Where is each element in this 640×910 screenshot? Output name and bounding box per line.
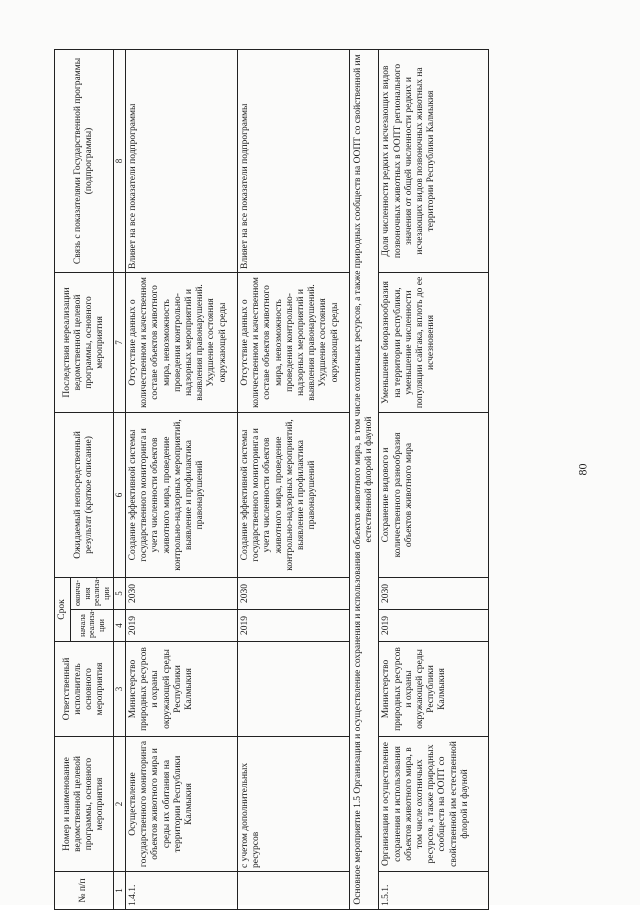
measures-table (54, 49, 489, 910)
header-row (55, 49, 71, 909)
index-cell: 6 (113, 412, 125, 577)
index-cell: 5 (113, 577, 125, 609)
header-num: № п/п (55, 872, 114, 910)
row-consequences: Уменьшение биоразнообразия на территории республики, уменьшение численности популяции сайгака, вплоть до ее исчезновения (379, 272, 489, 412)
row-executor: Министерство природных ресурсов и охраны окружающей среды Республики Калмыкия (125, 642, 237, 737)
header-executor: Ответственный исполнитель основного мероприятия (55, 642, 114, 737)
index-row (113, 49, 125, 909)
row-start: 2019 (379, 610, 489, 642)
row-name: Осуществление государственного мониторинга объектов животного мира и среды их обитания на территории Республики Калмыкия (125, 737, 237, 872)
header-start: начала реализа-ции (71, 610, 114, 642)
row-result: Сохранение видового и количественного разнообразия объектов животного мира (379, 412, 489, 577)
header-end: оконча-ния реализа-ции (71, 577, 114, 609)
row-name: Организация и осуществление сохранения и использования объектов животного мира, в том числе охотничьих ресурсов, а также природных сообществ на ООПТ со свойственной им естественной флорой и фауной (379, 737, 489, 872)
header-consequences: Последствия нереализации ведомственной целевой программы, основного мероприятия (55, 272, 114, 412)
row-consequences: Отсутствие данных о количественном и качественном составе объектов животного мира, невозможность проведения контрольно-надзорных мероприятий и выявления правонарушений. Ухудшение состояния окружающей среды (237, 272, 349, 412)
row-executor: Министерство природных ресурсов и охраны окружающей среды Республики Калмыкия (379, 642, 489, 737)
row-result: Создание эффективной системы государственного мониторинга и учета численности объектов животного мира, проведение контрольно-надзорных мероприятий, выявление и профилактика правонарушений (125, 412, 237, 577)
row-link: Влияет на все показатели подпрограммы (237, 49, 349, 272)
table-row (125, 49, 237, 909)
row-start: 2019 (125, 610, 237, 642)
header-program: Номер и наименование ведомственной целевой программы, основного мероприятия (55, 737, 114, 872)
section-row (349, 49, 378, 909)
table-row (237, 49, 349, 909)
header-term: Срок (55, 577, 71, 641)
index-cell: 8 (113, 49, 125, 272)
row-executor (237, 642, 349, 737)
table-row (379, 49, 489, 909)
row-link: Влияет на все показатели подпрограммы (125, 49, 237, 272)
header-link: Связь с показателями Государственной программы (подпрограммы) (55, 49, 114, 272)
index-cell: 1 (113, 872, 125, 910)
header-result: Ожидаемый непосредственный результат (краткое описание) (55, 412, 114, 577)
row-end: 2030 (125, 577, 237, 609)
row-result: Создание эффективной системы государственного мониторинга и учета численности объектов животного мира, проведение контрольно-надзорных мероприятий, выявление и профилактика правонарушений (237, 412, 349, 577)
index-cell: 2 (113, 737, 125, 872)
index-cell: 4 (113, 610, 125, 642)
index-cell: 7 (113, 272, 125, 412)
rotated-table-frame (54, 50, 564, 910)
index-cell: 3 (113, 642, 125, 737)
row-end: 2030 (379, 577, 489, 609)
row-num: 1.4.1. (125, 872, 237, 910)
page-number: 80 (575, 463, 590, 476)
row-num: 1.5.1. (379, 872, 489, 910)
row-name: с учетом дополнительных ресурсов (237, 737, 349, 872)
row-link: Доля численности редких и исчезающих видов позвоночных животных в ООПТ регионального значения от общей численности редких и исчезающих видов позвоночных животных на территории Республики Калмыкия (379, 49, 489, 272)
row-start: 2019 (237, 610, 349, 642)
row-consequences: Отсутствие данных о количественном и качественном составе объектов животного мира, невозможность проведения контрольно-надзорных мероприятий и выявления правонарушений. Ухудшение состояния окружающей среды (125, 272, 237, 412)
row-end: 2030 (237, 577, 349, 609)
section-title: Основное мероприятие 1.5 Организация и осуществление сохранения и использования объектов животного мира, в том числе охотничьих ресурсов, а также природных сообществ на ООПТ со свойственной им естественной флорой и фауной (349, 49, 378, 909)
row-num (237, 872, 349, 910)
